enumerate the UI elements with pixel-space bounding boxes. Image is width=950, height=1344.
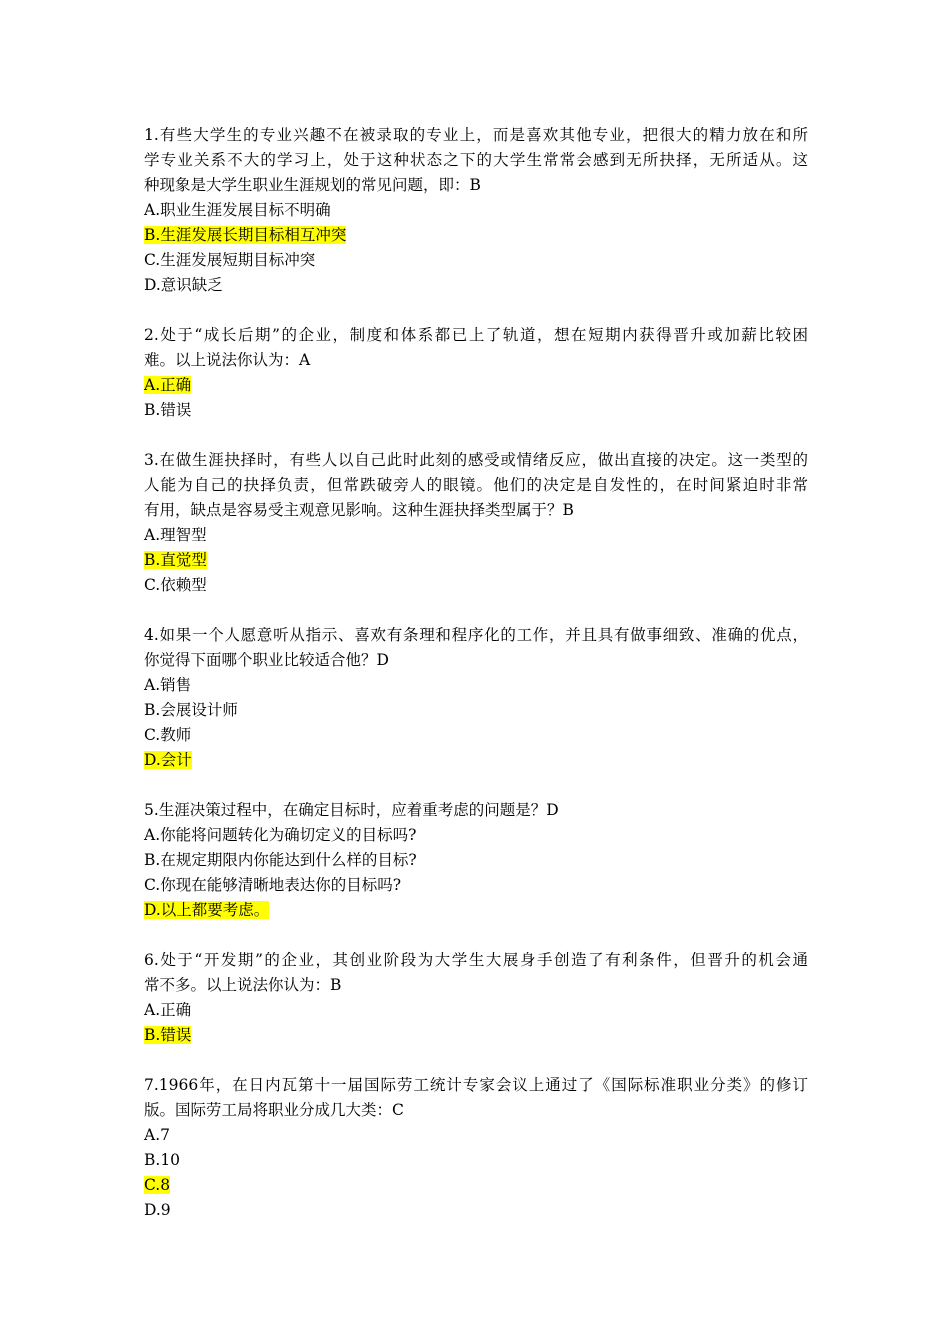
answer-option-highlighted: B.错误 (144, 1026, 192, 1044)
question-stem-line: 4.如果一个人愿意听从指示、喜欢有条理和程序化的工作，并且具有做事细致、准确的优点， (144, 626, 808, 644)
question-stem-line: 学专业关系不大的学习上，处于这种状态之下的大学生常常会感到无所抉择，无所适从。这 (144, 151, 808, 169)
question-stem-line: 5.生涯决策过程中，在确定目标时，应着重考虑的问题是？D (144, 801, 559, 819)
question-stem-line: 难。以上说法你认为：A (144, 351, 311, 369)
question-stem-line: 常不多。以上说法你认为：B (144, 976, 342, 994)
answer-option (144, 373, 808, 398)
answer-option-text: B.错误 (144, 401, 192, 419)
question-stem-line: 有用，缺点是容易受主观意见影响。这种生涯抉择类型属于？B (144, 501, 574, 519)
question-block (144, 623, 808, 773)
answer-option-highlighted: D.以上都要考虑。 (144, 901, 270, 919)
question-block (144, 948, 808, 1048)
question-block (144, 1073, 808, 1223)
answer-option (144, 873, 808, 898)
question-stem-line: 6.处于“开发期”的企业，其创业阶段为大学生大展身手创造了有利条件，但晋升的机会通 (144, 951, 808, 969)
answer-option (144, 273, 808, 298)
question-stem (144, 1073, 808, 1123)
question-stem-line: 人能为自己的抉择负责，但常跌破旁人的眼镜。他们的决定是自发性的，在时间紧迫时非常 (144, 476, 808, 494)
question-stem-line: 1.有些大学生的专业兴趣不在被录取的专业上，而是喜欢其他专业，把很大的精力放在和所 (144, 126, 808, 144)
answer-option-highlighted: B.直觉型 (144, 551, 207, 569)
answer-option-text: A.7 (144, 1126, 170, 1144)
question-stem (144, 323, 808, 373)
question-block (144, 123, 808, 298)
answer-option-highlighted: C.8 (144, 1176, 171, 1194)
question-stem (144, 123, 808, 198)
answer-option (144, 823, 808, 848)
question-stem-line: 3.在做生涯抉择时，有些人以自己此时此刻的感受或情绪反应，做出直接的决定。这一类型的 (144, 451, 808, 469)
document-page (144, 123, 808, 1248)
answer-option-text: A.理智型 (144, 526, 207, 544)
question-block (144, 798, 808, 923)
answer-option (144, 198, 808, 223)
answer-option (144, 673, 808, 698)
question-stem (144, 623, 808, 673)
answer-option-text: B.在规定期限内你能达到什么样的目标? (144, 851, 417, 869)
answer-option (144, 523, 808, 548)
answer-option (144, 1023, 808, 1048)
answer-option-text: C.依赖型 (144, 576, 207, 594)
answer-option-text: A.正确 (144, 1001, 192, 1019)
question-stem (144, 798, 808, 823)
answer-option-text: C.教师 (144, 726, 192, 744)
answer-option (144, 848, 808, 873)
answer-option (144, 1198, 808, 1223)
question-block (144, 448, 808, 598)
answer-option-text: A.职业生涯发展目标不明确 (144, 201, 331, 219)
answer-option (144, 748, 808, 773)
question-stem-line: 2.处于“成长后期”的企业，制度和体系都已上了轨道，想在短期内获得晋升或加薪比较困 (144, 326, 808, 344)
answer-option (144, 398, 808, 423)
answer-option-text: B.10 (144, 1151, 181, 1169)
answer-option (144, 698, 808, 723)
answer-option-text: A.销售 (144, 676, 192, 694)
answer-option-text: C.生涯发展短期目标冲突 (144, 251, 316, 269)
answer-option (144, 573, 808, 598)
question-stem-line: 7.1966年，在日内瓦第十一届国际劳工统计专家会议上通过了《国际标准职业分类》的修订 (144, 1076, 808, 1094)
question-block (144, 323, 808, 423)
answer-option (144, 1148, 808, 1173)
answer-option (144, 1123, 808, 1148)
question-stem (144, 948, 808, 998)
answer-option (144, 223, 808, 248)
answer-option-text: D.意识缺乏 (144, 276, 223, 294)
answer-option (144, 548, 808, 573)
question-stem (144, 448, 808, 523)
question-stem-line: 你觉得下面哪个职业比较适合他？D (144, 651, 389, 669)
question-stem-line: 种现象是大学生职业生涯规划的常见问题，即：B (144, 176, 481, 194)
answer-option (144, 723, 808, 748)
answer-option-text: B.会展设计师 (144, 701, 238, 719)
answer-option-highlighted: A.正确 (144, 376, 192, 394)
answer-option (144, 998, 808, 1023)
answer-option-text: C.你现在能够清晰地表达你的目标吗? (144, 876, 402, 894)
answer-option (144, 248, 808, 273)
answer-option-highlighted: D.会计 (144, 751, 192, 769)
answer-option-text: D.9 (144, 1201, 171, 1219)
answer-option-highlighted: B.生涯发展长期目标相互冲突 (144, 226, 347, 244)
answer-option (144, 898, 808, 923)
answer-option-text: A.你能将问题转化为确切定义的目标吗? (144, 826, 417, 844)
question-stem-line: 版。国际劳工局将职业分成几大类：C (144, 1101, 404, 1119)
answer-option (144, 1173, 808, 1198)
